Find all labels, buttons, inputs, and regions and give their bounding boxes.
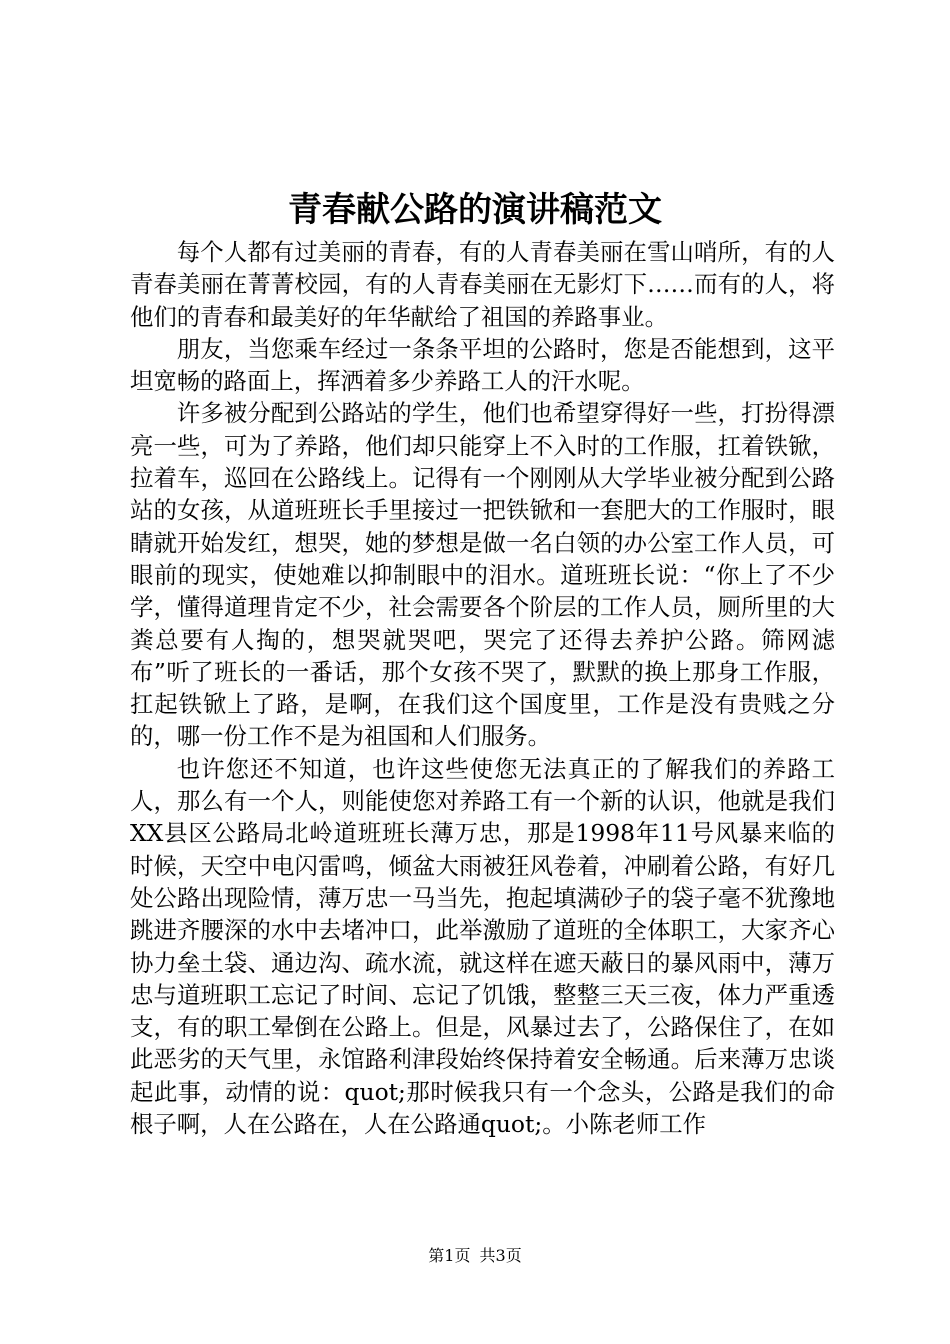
page-total: 共3页 [479, 1246, 522, 1265]
document-title: 青春献公路的演讲稿范文 [288, 190, 662, 230]
page-footer [0, 1243, 950, 1266]
paragraph-3: 许多被分配到公路站的学生，他们也希望穿得好一些，打扮得漂亮一些，可为了养路，他们却只能穿上不入时的工作服，扛着铁锨，拉着车，巡回在公路线上。记得有一个刚刚从大学毕业被分配到公路站的女孩，从道班班长手里接过一把铁锨和一套肥大的工作服时，眼睛就开始发红，想哭，她的梦想是做一名白领的办公室工作人员，可眼前的现实，使她难以抑制眼中的泪水。道班班长说：“你上了不少学，懂得道理肯定不少，社会需要各个阶层的工作人员，厕所里的大粪总要有人掏的，想哭就哭吧，哭完了还得去养护公路。筛网滤布”听了班长的一番话，那个女孩不哭了，默默的换上那身工作服，扛起铁锨上了路，是啊，在我们这个国度里，工作是没有贵贱之分的，哪一份工作不是为祖国和人们服务。 [130, 399, 835, 751]
document-body [130, 236, 835, 1140]
paragraph-2: 朋友，当您乘车经过一条条平坦的公路时，您是否能想到，这平坦宽畅的路面上，挥洒着多少养路工人的汗水呢。 [130, 334, 835, 396]
page-number: 第1页 [428, 1246, 471, 1265]
paragraph-1: 每个人都有过美丽的青春，有的人青春美丽在雪山哨所，有的人青春美丽在菁菁校园，有的人青春美丽在无影灯下……而有的人，将他们的青春和最美好的年华献给了祖国的养路事业。 [130, 238, 835, 331]
paragraph-4: 也许您还不知道，也许这些使您无法真正的了解我们的养路工人，那么有一个人，则能使您对养路工有一个新的认识，他就是我们XX县区公路局北岭道班班长薄万忠，那是1998年11号风暴来临的时候，天空中电闪雷鸣，倾盆大雨被狂风卷着，冲刷着公路，有好几处公路出现险情，薄万忠一马当先，抱起填满砂子的袋子毫不犹豫地跳进齐腰深的水中去堵冲口，此举激励了道班的全体职工，大家齐心协力垒土袋、通边沟、疏水流，就这样在遮天蔽日的暴风雨中，薄万忠与道班职工忘记了时间、忘记了饥饿，整整三天三夜，体力严重透支，有的职工晕倒在公路上。但是，风暴过去了，公路保住了，在如此恶劣的天气里，永馆路利津段始终保持着安全畅通。后来薄万忠谈起此事，动情的说：quot;那时候我只有一个念头，公路是我们的命根子啊，人在公路在，人在公路通quot;。小陈老师工作 [130, 754, 835, 1139]
